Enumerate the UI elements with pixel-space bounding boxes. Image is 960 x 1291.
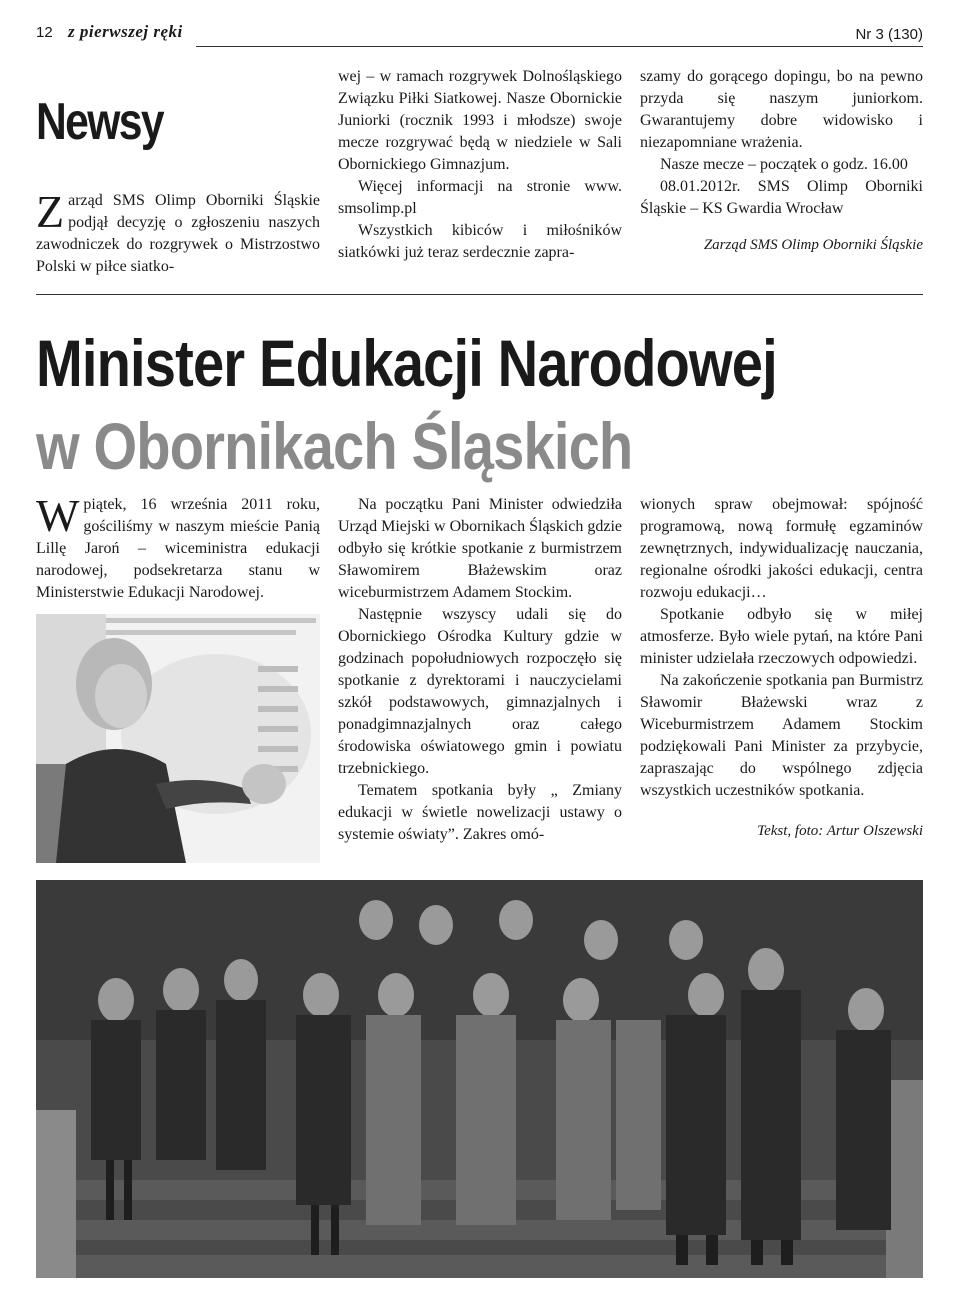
article-title-line-2: w Obornikach Śląskich xyxy=(36,409,633,483)
news-col3-p3: 08.01.2012r. SMS Olimp Oborniki Śląskie – KS Gwardia Wrocław xyxy=(640,178,923,217)
article-column-1 xyxy=(36,490,320,604)
section-title: z pierwszej ręki xyxy=(68,22,183,41)
minister-presentation-image xyxy=(36,614,320,863)
news-col3-p2: Nasze mecze – początek o godz. 16.00 xyxy=(660,156,908,173)
article-col3-p2: Spotkanie odbyło się w miłej atmosferze. Było wiele pytań, na które Pani minister udzielała rzeczowych odpowiedzi. xyxy=(640,606,923,667)
news-col1-text: arząd SMS Olimp Oborniki Śląskie podjął decyzję o zgłoszeniu naszych zawodniczek do rozgrywek o Mistrzostwo Polski w piłce siatko- xyxy=(36,192,320,275)
page-number: 12 xyxy=(36,24,53,41)
header-rule xyxy=(196,46,923,47)
news-col3-p1: szamy do gorącego dopingu, bo na pewno przyda się naszym juniorkom. Gwarantujemy dobre widowisko i niezapomniane wrażenia. xyxy=(640,68,923,151)
news-column-1 xyxy=(36,186,320,278)
article-col3-p3: Na zakończenie spotkania pan Burmistrz Sławomir Błażewski wraz z Wiceburmistrzem Adamem Stockim podziękowali Pani Minister za przybycie, zapraszając do wspólnego zdjęcia wszystkich uczestników spotkania. xyxy=(640,672,923,799)
article-col2-p3: Tematem spotkania były „ Zmiany edukacji w świetle nowelizacji ustawy o systemie oświaty”. Zakres omó- xyxy=(338,782,622,843)
page-header xyxy=(36,22,923,50)
minister-presentation-photo xyxy=(36,614,320,863)
news-col2-p3: Wszystkich kibiców i miłośników siatkówki już teraz serdecznie zapra- xyxy=(338,222,622,261)
news-col2-p2: Więcej informacji na stronie www. smsolimp.pl xyxy=(338,178,622,217)
article-dropcap: W xyxy=(36,490,80,541)
article-col2-p1: Na początku Pani Minister odwiedziła Urząd Miejski w Obornikach Śląskich gdzie odbyło się krótkie spotkanie z burmistrzem Sławomirem Błażewskim oraz wiceburmistrzem Adamem Stockim. xyxy=(338,496,622,601)
article-col1-text: piątek, 16 września 2011 roku, gościliśmy w naszym mieście Panią Lillę Jaroń – wiceministra edukacji narodowej, podsekretarza stanu w Ministerstwie Edukacji Narodowej. xyxy=(36,496,320,601)
news-col2-p1: wej – w ramach rozgrywek Dolnośląskiego Związku Piłki Siatkowej. Nasze Obornickie Juniorki (rocznik 1993 i młodsze) swoje mecze rozgrywać będą w niedziele w Sali Obornickiego Gimnazjum. xyxy=(338,68,622,173)
article-col2-p2: Następnie wszyscy udali się do Obornickiego Ośrodka Kultury gdzie w godzinach popołudniowych rozpoczęło się spotkanie z dyrektorami i nauczycielami szkół podstawowych, gimnazjalnych i ponadgimnazjalnych oraz całego środowiska oświatowego gmin i powiatu trzebnickiego. xyxy=(338,606,622,777)
section-divider xyxy=(36,294,923,295)
article-col3-p1: wionych spraw obejmował: spójność programową, nową formułę egzaminów zewnętrznych, indywidualizację nauczania, regionalne ośrodki jakości edukacji, centra rozwoju edukacji… xyxy=(640,496,923,601)
news-signature: Zarząd SMS Olimp Oborniki Śląskie xyxy=(703,237,923,253)
article-column-2 xyxy=(338,494,622,846)
news-dropcap: Z xyxy=(36,186,65,237)
group-photo-image xyxy=(36,880,923,1278)
group-photo xyxy=(36,880,923,1278)
issue-number: Nr 3 (130) xyxy=(855,26,923,43)
news-column-3 xyxy=(640,66,923,256)
article-credit: Tekst, foto: Artur Olszewski xyxy=(757,823,923,839)
news-column-2 xyxy=(338,66,622,264)
article-title-line-1: Minister Edukacji Narodowej xyxy=(36,326,777,400)
article-column-3 xyxy=(640,494,923,842)
news-heading: Newsy xyxy=(36,93,163,151)
